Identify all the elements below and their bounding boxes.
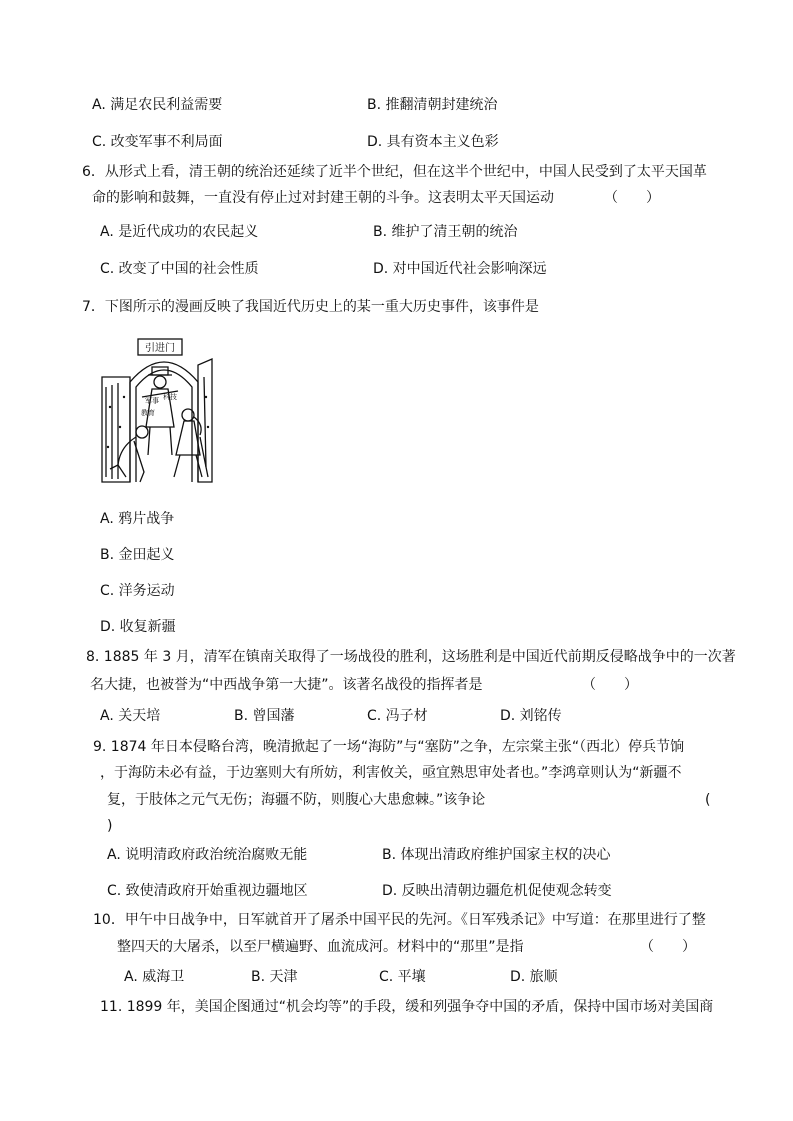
q6-option-c: C. 改变了中国的社会性质	[100, 261, 259, 277]
q9-stem-line2: ，于海防未必有益，于边塞则大有所妨，利害攸关，亟宜熟思审处者也。”李鸿章则认为“新疆不	[100, 765, 682, 781]
q5-option-c: C. 改变军事不利局面	[92, 134, 223, 150]
q5-option-a: A. 满足农民利益需要	[92, 97, 223, 113]
q10-stem-line2: 整四天的大屠杀，以至尸横遍野、血流成河。材料中的“那里”是指	[117, 939, 524, 955]
q8-option-d: D. 刘铭传	[500, 708, 562, 724]
cartoon-label-education: 教育	[141, 409, 155, 417]
q8-answer-paren: （ ）	[582, 677, 638, 693]
q10-answer-paren: （ ）	[640, 939, 696, 955]
q6-option-a: A. 是近代成功的农民起义	[100, 224, 259, 240]
q10-option-b: B. 天津	[251, 969, 298, 985]
q7-option-d: D. 收复新疆	[100, 619, 176, 635]
q10-stem-line1: 10．甲午中日战争中，日军就首开了屠杀中国平民的先河。《日军残杀记》中写道：在那里进行了整	[93, 912, 706, 928]
cartoon-label-military: 军事	[145, 397, 159, 405]
q9-answer-paren-close: )	[107, 818, 113, 834]
q9-stem-line3: 复，于肢体之元气无伤；海疆不防，则腹心大患愈棘。”该争论	[107, 792, 486, 808]
q8-option-b: B. 曾国藩	[234, 708, 295, 724]
cartoon-label-tech: 科技	[163, 393, 177, 401]
cartoon-image	[100, 337, 220, 487]
q6-answer-paren: （ ）	[604, 190, 660, 206]
q7-stem: 7．下图所示的漫画反映了我国近代历史上的某一重大历史事件，该事件是	[82, 299, 539, 315]
q10-option-a: A. 威海卫	[124, 969, 185, 985]
q6-option-d: D. 对中国近代社会影响深远	[373, 261, 547, 277]
cartoon-sign-text: 引进门	[145, 343, 175, 354]
q8-option-a: A. 关天培	[100, 708, 161, 724]
q7-option-b: B. 金田起义	[100, 547, 175, 563]
q9-stem-line1: 9. 1874 年日本侵略台湾，晚清掀起了一场“海防”与“塞防”之争，左宗棠主张“（西北）停兵节饷	[93, 739, 685, 755]
q11-stem-line1: 11. 1899 年，美国企图通过“机会均等”的手段，缓和列强争夺中国的矛盾，保持中国市场对美国商	[100, 999, 714, 1015]
q6-stem-line2: 命的影响和鼓舞，一直没有停止过对封建王朝的斗争。这表明太平天国运动	[92, 190, 554, 206]
q8-stem-line1: 8. 1885 年 3 月，清军在镇南关取得了一场战役的胜利，这场胜利是中国近代前期反侵略战争中的一次著	[86, 649, 736, 665]
q8-stem-line2: 名大捷，也被誉为“中西战争第一大捷”。该著名战役的指挥者是	[90, 677, 483, 693]
q9-option-d: D. 反映出清朝边疆危机促使观念转变	[382, 883, 612, 899]
q9-option-a: A. 说明清政府政治统治腐败无能	[107, 847, 308, 863]
q9-option-c: C. 致使清政府开始重视边疆地区	[107, 883, 308, 899]
q7-option-c: C. 洋务运动	[100, 583, 175, 599]
q5-option-b: B. 推翻清朝封建统治	[367, 97, 498, 113]
q7-option-a: A. 鸦片战争	[100, 511, 175, 527]
q8-option-c: C. 冯子材	[367, 708, 428, 724]
q10-option-c: C. 平壤	[379, 969, 426, 985]
q10-option-d: D. 旅顺	[510, 969, 558, 985]
q6-stem-line1: 6．从形式上看，清王朝的统治还延续了近半个世纪，但在这半个世纪中，中国人民受到了太平天国革	[82, 164, 707, 180]
q5-option-d: D. 具有资本主义色彩	[367, 134, 499, 150]
q9-answer-paren-open: (	[705, 792, 711, 808]
q6-option-b: B. 维护了清王朝的统治	[373, 224, 518, 240]
q9-option-b: B. 体现出清政府维护国家主权的决心	[382, 847, 611, 863]
